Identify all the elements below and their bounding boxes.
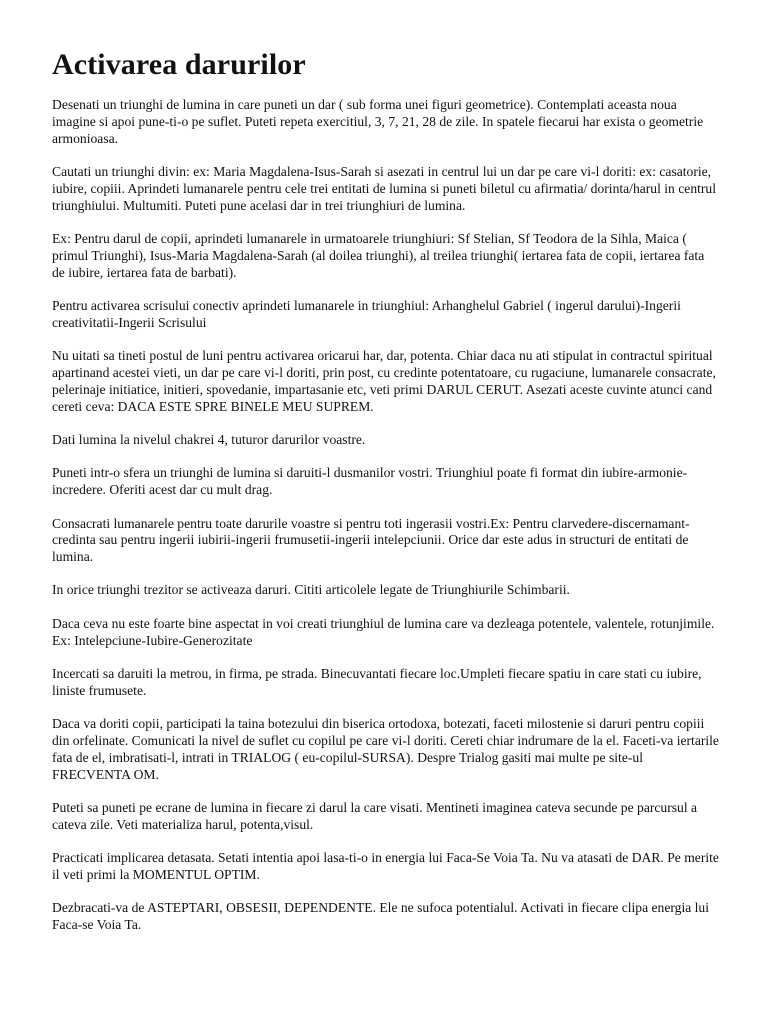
paragraph-15: Dezbracati-va de ASTEPTARI, OBSESII, DEPENDENTE. Ele ne sufoca potentialul. Activati in fiecare clipa energia lui Faca-se Voia Ta.	[52, 900, 710, 933]
paragraph-12: Daca va doriti copii, participati la taina botezului din biserica ortodoxa, botezati, faceti milostenie si daruri pentru copiii din orfelinate. Comunicati la nivel de suflet cu copilul pe care vi-l doriti. Cereti chiar indrumare de la el. Faceti-va iertarile fata de el, imbratisati-l, intrati in TRIALOG ( eu-copilul-SURSA). Despre Trialog gasiti mai multe pe site-ul FRECVENTA OM.	[52, 716, 719, 782]
paragraph-13: Puteti sa puneti pe ecrane de lumina in fiecare zi darul la care visati. Mentineti imaginea cateva secunde pe parcursul a cateva zile. Veti materializa harul, potenta,visul.	[52, 800, 698, 832]
document-title: Activarea darurilor	[52, 48, 306, 81]
paragraph-2: Cautati un triunghi divin: ex: Maria Magdalena-Isus-Sarah si asezati in centrul lui un dar pe care vi-l doriti: ex: casatorie, iubire, copiii. Aprindeti lumanarele pentru cele trei entitati de lumina si puneti biletul cu afirmatia/ dorinta/harul in centrul triunghiului. Multumiti. Puteti pune acelasi dar in trei triunghiuri de lumina.	[52, 163, 716, 213]
document-page	[52, 48, 720, 951]
paragraph-8: Consacrati lumanarele pentru toate darurile voastre si pentru toti ingerasii vostri.Ex: Pentru clarvedere-discernamant-credinta sau pentru ingerii iubirii-ingerii frumusetii-ingerii intelepciunii. Orice dar este adus in structuri de entitati de lumina.	[52, 515, 690, 565]
paragraph-10: Daca ceva nu este foarte bine aspectat in voi creati triunghiul de lumina care va dezleaga potentele, valentele, rotunjimile. Ex: Intelepciune-Iubire-Generozitate	[52, 615, 715, 648]
paragraph-6: Dati lumina la nivelul chakrei 4, tuturor darurilor voastre.	[52, 431, 366, 447]
paragraph-9: In orice triunghi trezitor se activeaza daruri. Cititi articolele legate de Triunghiurile Schimbarii.	[52, 582, 570, 598]
paragraph-3: Ex: Pentru darul de copii, aprindeti lumanarele in urmatoarele triunghiuri: Sf Stelian, Sf Teodora de la Sihla, Maica ( primul Triunghi), Isus-Maria Magdalena-Sarah (al doilea triunghi), al treilea triunghi( iertarea fata de copii, iertarea fata de iubire, iertarea fata de barbati).	[52, 230, 705, 280]
paragraph-14: Practicati implicarea detasata. Setati intentia apoi lasa-ti-o in energia lui Faca-Se Voia Ta. Nu va atasati de DAR. Pe merite il veti primi la MOMENTUL OPTIM.	[52, 850, 719, 883]
paragraph-5: Nu uitati sa tineti postul de luni pentru activarea oricarui har, dar, potenta. Chiar daca nu ati stipulat in contractul spiritual apartinand acestei vieti, un dar pe care vi-l doriti, prin post, cu credinte potentatoare, cu rugaciune, lumanarele consacrate, pelerinaje initiatice, initieri, spovedanie, impartasanie etc, veti primi DARUL CERUT. Asezati aceste cuvinte atunci cand cereti ceva: DACA ESTE SPRE BINELE MEU SUPREM.	[52, 348, 716, 414]
paragraph-4: Pentru activarea scrisului conectiv aprindeti lumanarele in triunghiul: Arhanghelul Gabriel ( ingerul darului)-Ingerii creativitatii-Ingerii Scrisului	[52, 297, 681, 330]
paragraph-1: Desenati un triunghi de lumina in care puneti un dar ( sub forma unei figuri geometrice). Contemplati aceasta noua imagine si apoi pune-ti-o pe suflet. Puteti repeta exercitiul, 3, 7, 21, 28 de zile. In spatele fiecarui har exista o geometrie armonioasa.	[52, 97, 704, 146]
paragraph-11: Incercati sa daruiti la metrou, in firma, pe strada. Binecuvantati fiecare loc.Umpleti fiecare spatiu in care stati cu iubire, liniste frumusete.	[52, 666, 702, 698]
paragraph-7: Puneti intr-o sfera un triunghi de lumina si daruiti-l dusmanilor vostri. Triunghiul poate fi format din iubire-armonie-incredere. Oferiti acest dar cu mult drag.	[52, 465, 688, 498]
